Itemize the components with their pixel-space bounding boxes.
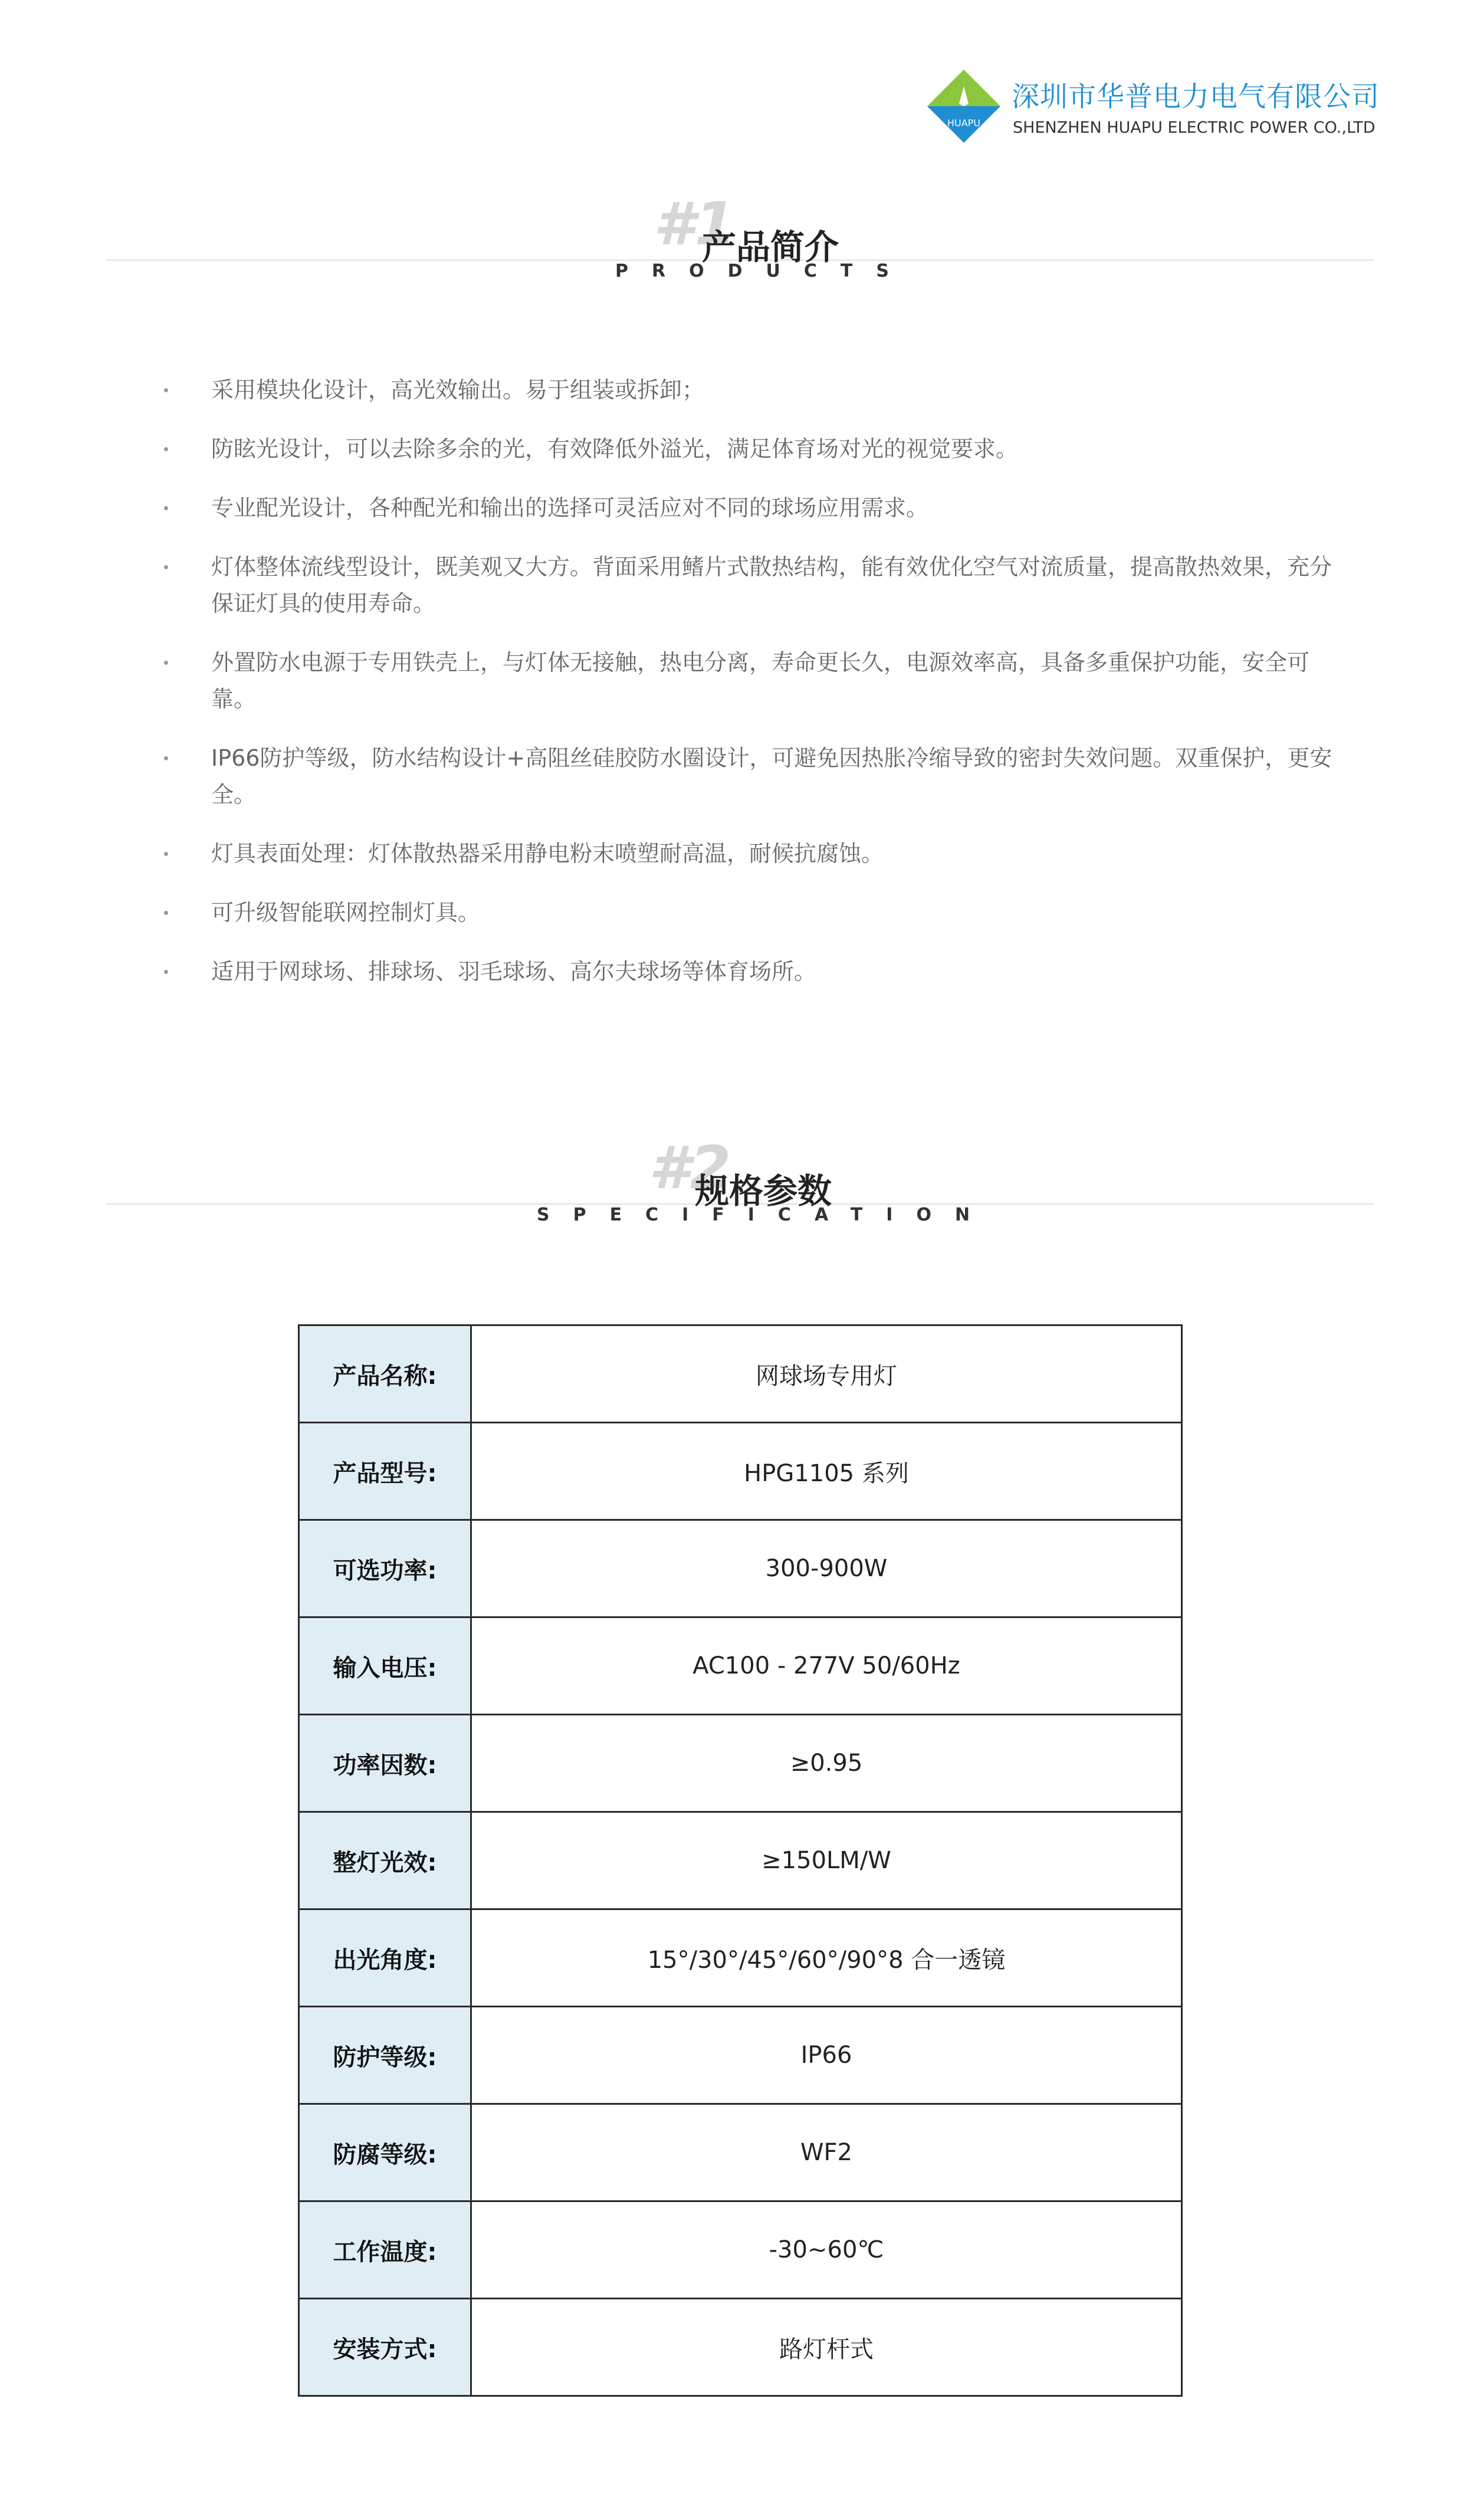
spec-row [299,2299,1182,2396]
section-subtitle: PRODUCTS [615,261,912,281]
spec-value: HPG1105 系列 [471,1423,1182,1520]
feature-text: 灯体整体流线型设计，既美观又大方。背面采用鳍片式散热结构，能有效优化空气对流质量，提高散热效果，充分保证灯具的使用寿命。 [211,554,1332,616]
spec-row [299,1812,1182,1909]
feature-text: 采用模块化设计，高光效输出。易于组装或拆卸； [211,377,705,403]
spec-label: 防护等级: [299,2007,471,2104]
spec-value: 15°/30°/45°/60°/90°8 合一透镜 [471,1909,1182,2007]
spec-value: IP66 [471,2007,1182,2104]
spec-label: 产品名称: [299,1325,471,1423]
feature-item [159,490,1333,526]
feature-item [159,894,1333,931]
feature-text: 灯具表面处理：灯体散热器采用静电粉末喷塑耐高温，耐候抗腐蚀。 [211,841,884,867]
spec-value: -30~60℃ [471,2201,1182,2299]
section-number: #1 [654,189,736,258]
spec-label: 产品型号: [299,1423,471,1520]
feature-item [159,835,1333,872]
spec-row [299,1423,1182,1520]
section-subtitle: SPECIFICATION [537,1205,994,1225]
bullet-icon [164,388,168,392]
feature-text: 专业配光设计，各种配光和输出的选择可灵活应对不同的球场应用需求。 [211,495,929,521]
feature-item [159,372,1333,408]
section-title: 产品简介 [702,227,839,267]
huapu-logo-icon [927,70,1001,143]
spec-label: 防腐等级: [299,2104,471,2201]
feature-item [159,431,1333,467]
spec-label: 输入电压: [299,1617,471,1715]
spec-value: AC100 - 277V 50/60Hz [471,1617,1182,1715]
logo-text: HUAPU [947,117,981,129]
bullet-icon [164,565,168,569]
spec-value: 300-900W [471,1520,1182,1617]
spec-label: 整灯光效: [299,1812,471,1909]
bullet-icon [164,447,168,451]
bullet-icon [164,661,168,665]
spec-value: ≥150LM/W [471,1812,1182,1909]
bullet-icon [164,852,168,856]
spec-row [299,2104,1182,2201]
feature-text: IP66防护等级，防水结构设计+高阻丝硅胶防水圈设计，可避免因热胀冷缩导致的密封失效问题。双重保护，更安全。 [211,745,1332,808]
feature-text: 可升级智能联网控制灯具。 [211,900,481,926]
spec-label: 功率因数: [299,1715,471,1812]
spec-row [299,2007,1182,2104]
feature-text: 适用于网球场、排球场、羽毛球场、高尔夫球场等体育场所。 [211,959,817,985]
spec-label: 工作温度: [299,2201,471,2299]
spec-row [299,1909,1182,2007]
feature-item [159,549,1333,622]
bullet-icon [164,506,168,510]
spec-label: 安装方式: [299,2299,471,2396]
section-number: #2 [649,1133,731,1202]
section-title: 规格参数 [695,1171,832,1211]
spec-row [299,1617,1182,1715]
feature-item [159,740,1333,813]
feature-text: 外置防水电源于专用铁壳上，与灯体无接触，热电分离，寿命更长久，电源效率高，具备多重保护功能，安全可靠。 [211,649,1310,712]
spec-label: 可选功率: [299,1520,471,1617]
bullet-icon [164,970,168,974]
feature-item [159,953,1333,990]
spec-value: 路灯杆式 [471,2299,1182,2396]
spec-row [299,1520,1182,1617]
spec-row [299,1715,1182,1812]
spec-label: 出光角度: [299,1909,471,2007]
company-logo [927,68,1380,145]
section-spec-header [0,1133,1464,1256]
feature-text: 防眩光设计，可以去除多余的光，有效降低外溢光，满足体育场对光的视觉要求。 [211,436,1019,462]
company-name-cn: 深圳市华普电力电气有限公司 [1012,81,1380,113]
spec-value: WF2 [471,2104,1182,2201]
section-products-header [0,189,1464,313]
feature-item [159,644,1333,717]
bullet-icon [164,911,168,915]
spec-value: ≥0.95 [471,1715,1182,1812]
spec-value: 网球场专用灯 [471,1325,1182,1423]
spec-row [299,1325,1182,1423]
company-name-en: SHENZHEN HUAPU ELECTRIC POWER CO.,LTD [1013,119,1376,137]
spec-table [298,1324,1183,2397]
feature-list [159,372,1333,1012]
bullet-icon [164,756,168,760]
spec-row [299,2201,1182,2299]
